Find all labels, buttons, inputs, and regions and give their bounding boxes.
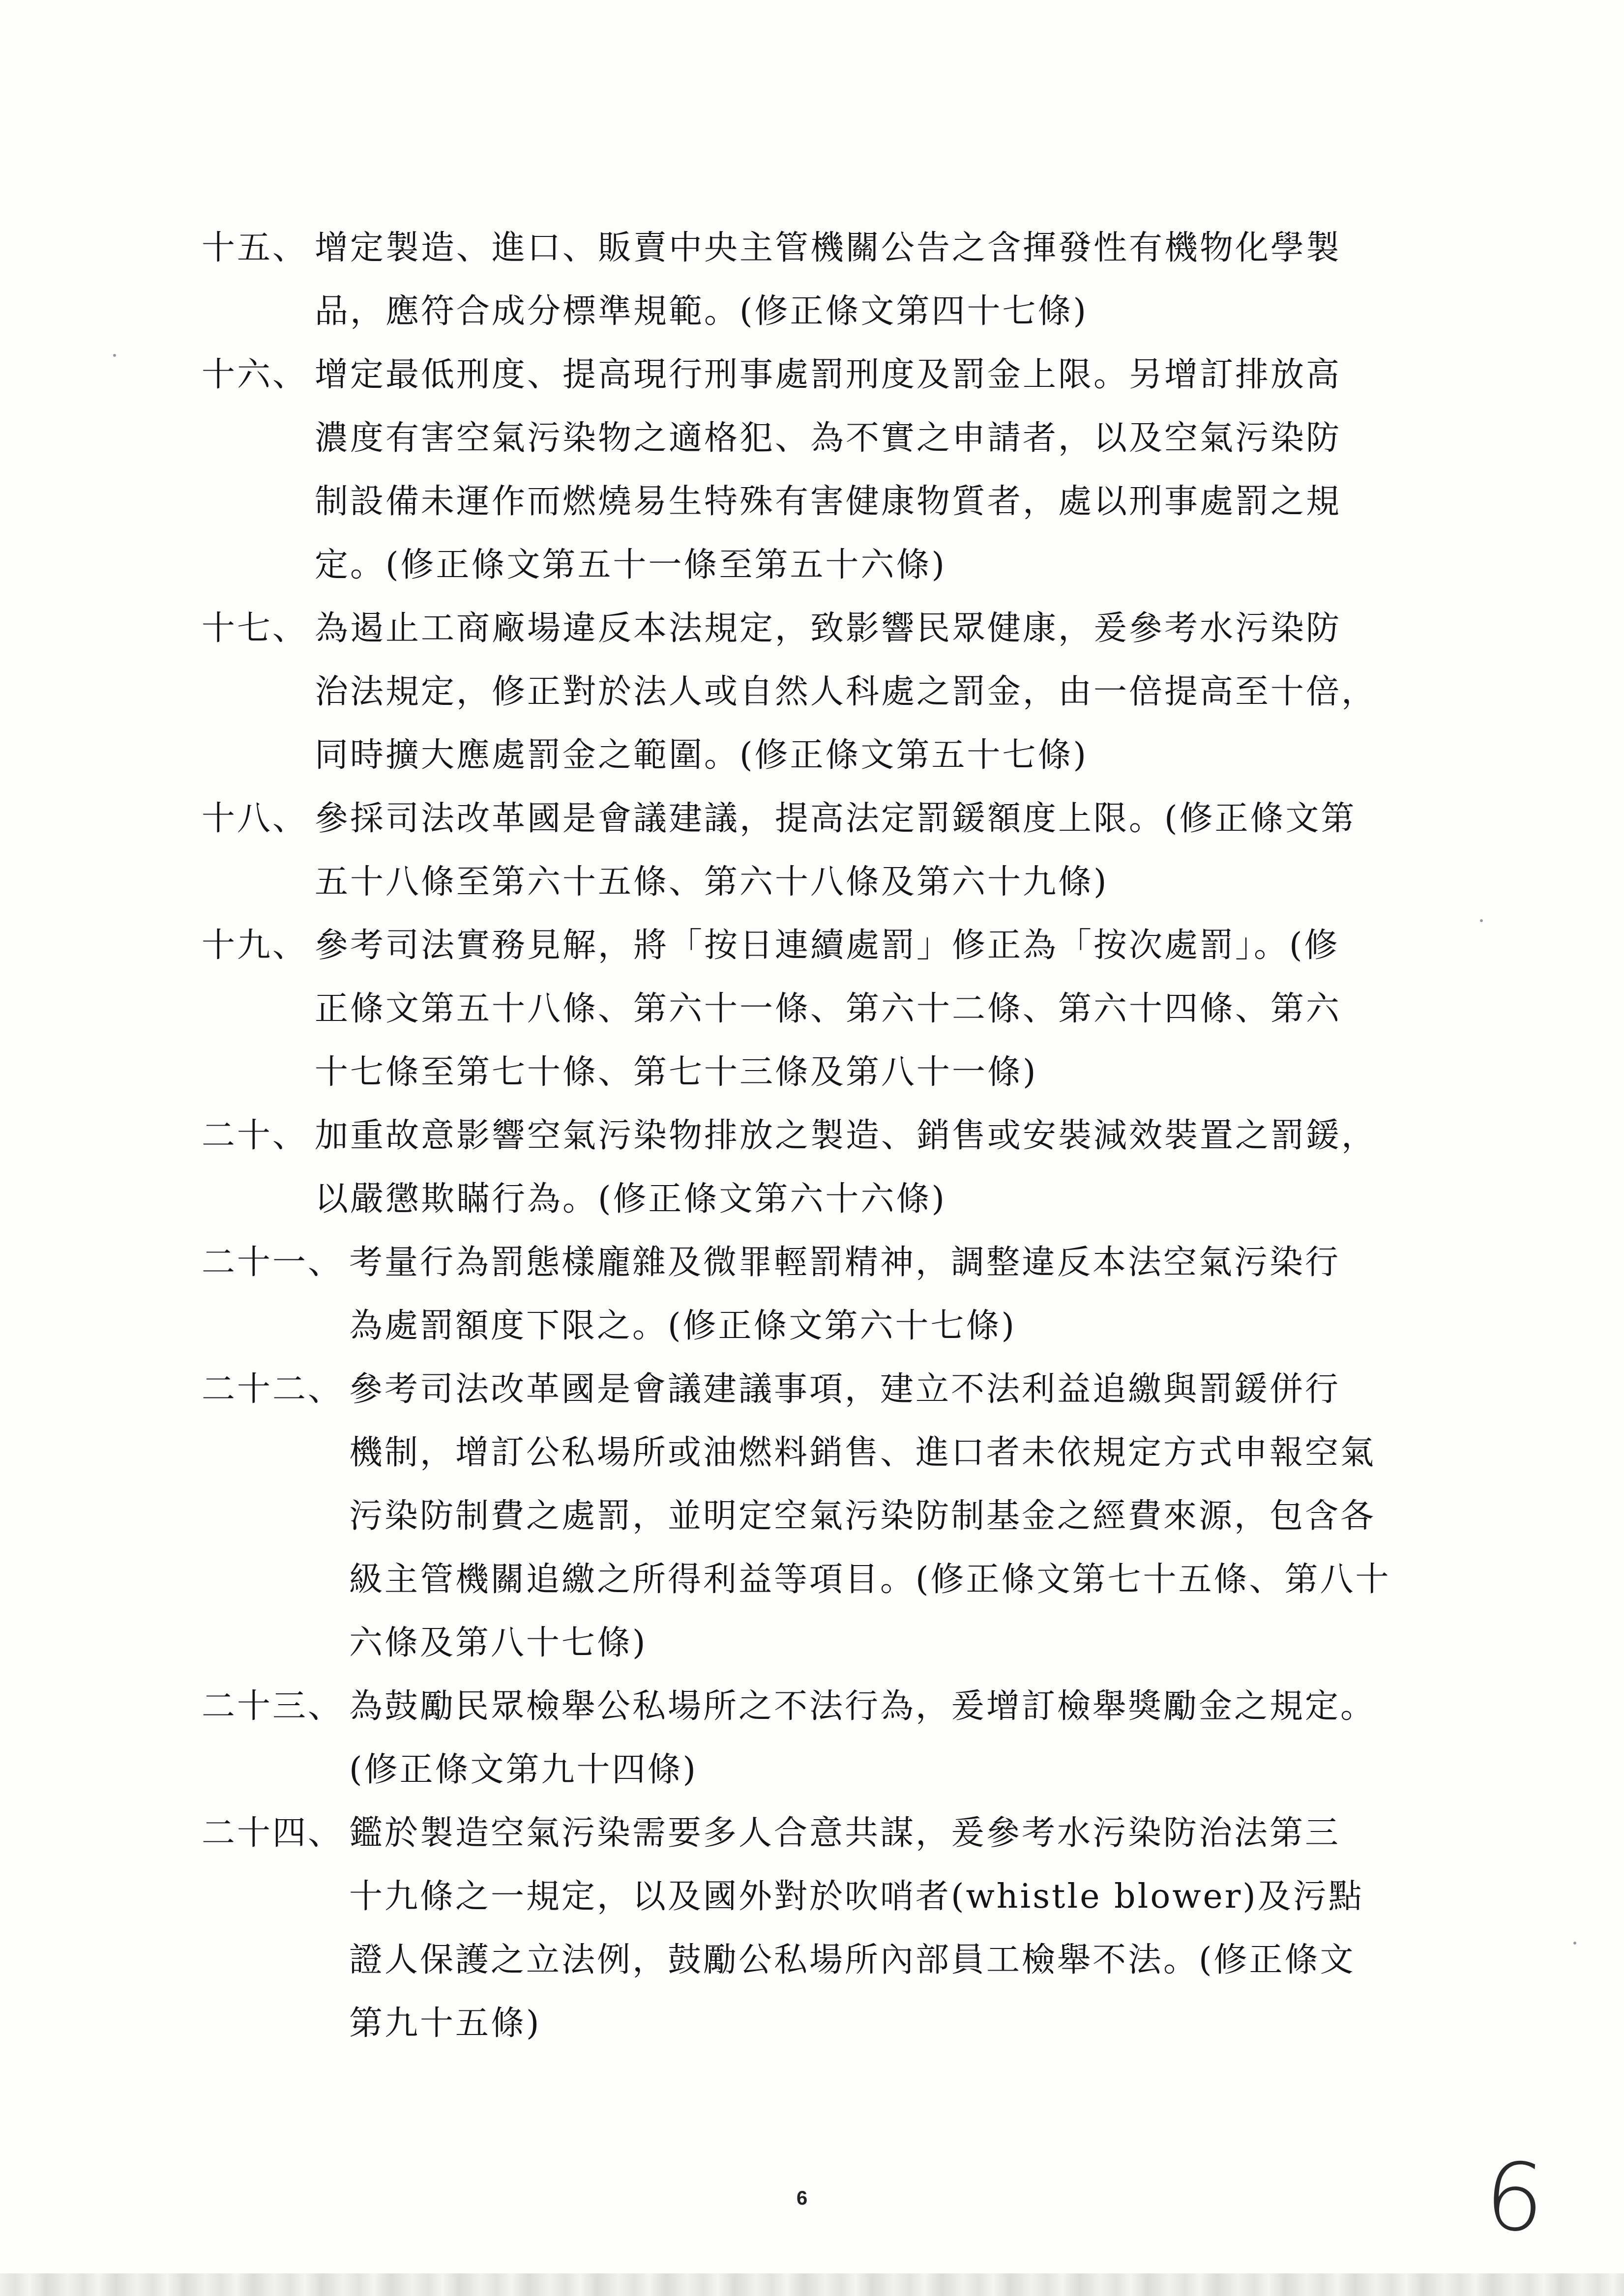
item-text-line: (修正條文第九十四條) [349, 1750, 698, 1789]
item-text-line: 為處罰額度下限之。(修正條文第六十七條) [349, 1307, 1017, 1345]
list-item [202, 1802, 1441, 2055]
item-text-line: 鑑於製造空氣污染需要多人合意共謀，爰參考水污染防治法第三 [349, 1814, 1341, 1853]
handwritten-page-number: 6 [1481, 2141, 1548, 2254]
list-item [202, 914, 1441, 1104]
item-text-line: 為遏止工商廠場違反本法規定，致影響民眾健康，爰參考水污染防 [315, 609, 1342, 648]
item-text-line: 定。(修正條文第五十一條至第五十六條) [315, 546, 947, 584]
item-text-line: 五十八條至第六十五條、第六十八條及第六十九條) [315, 863, 1109, 901]
item-text-line: 污染防制費之處罰，並明定空氣污染防制基金之經費來源，包含各 [349, 1497, 1376, 1536]
scan-edge-strip [0, 2273, 1624, 2296]
item-text-line: 參考司法改革國是會議建議事項，建立不法利益追繳與罰鍰併行 [349, 1370, 1341, 1409]
item-text-line: 加重故意影響空氣污染物排放之製造、銷售或安裝減效裝置之罰鍰， [315, 1116, 1377, 1155]
item-text-line: 制設備未運作而燃燒易生特殊有害健康物質者，處以刑事處罰之規 [315, 482, 1342, 521]
item-number: 二十、 [202, 1116, 308, 1155]
list-item [202, 343, 1441, 597]
item-text-line: 正條文第五十八條、第六十一條、第六十二條、第六十四條、第六 [315, 989, 1342, 1028]
item-number: 二十一、 [202, 1243, 344, 1282]
item-number: 十五、 [202, 229, 308, 267]
item-number: 二十二、 [202, 1370, 344, 1409]
list-item [202, 787, 1441, 914]
item-text-line: 同時擴大應處罰金之範圍。(修正條文第五十七條) [315, 736, 1089, 775]
scan-speck [1573, 1942, 1576, 1945]
list-item [202, 1231, 1441, 1358]
item-text-line: 參考司法實務見解，將「按日連續處罰」修正為「按次處罰」。(修 [315, 926, 1340, 965]
list-item [202, 1358, 1441, 1675]
item-text-line: 參採司法改革國是會議建議，提高法定罰鍰額度上限。(修正條文第 [315, 799, 1357, 838]
item-number: 十六、 [202, 355, 308, 394]
item-text-line: 治法規定，修正對於法人或自然人科處之罰金，由一倍提高至十倍， [315, 672, 1377, 711]
item-text-line: 六條及第八十七條) [349, 1624, 648, 1662]
item-text-line: 第九十五條) [349, 2004, 541, 2043]
item-number: 十九、 [202, 926, 308, 965]
item-text-line: 級主管機關追繳之所得利益等項目。(修正條文第七十五條、第八十 [349, 1560, 1391, 1599]
item-text-line: 考量行為罰態樣龐雜及微罪輕罰精神，調整違反本法空氣污染行 [349, 1243, 1341, 1282]
item-number: 十八、 [202, 799, 308, 838]
list-item [202, 1675, 1441, 1802]
scan-speck [113, 354, 116, 357]
item-number: 二十四、 [202, 1814, 344, 1853]
item-text-line: 為鼓勵民眾檢舉公私場所之不法行為，爰增訂檢舉獎勵金之規定。 [349, 1687, 1376, 1726]
item-text-line: 增定最低刑度、提高現行刑事處罰刑度及罰金上限。另增訂排放高 [315, 355, 1342, 394]
item-text-line: 以嚴懲欺瞞行為。(修正條文第六十六條) [315, 1180, 947, 1219]
item-text-line: 十九條之一規定，以及國外對於吹哨者(whistle blower)及污點 [349, 1877, 1364, 1916]
scan-speck [1480, 919, 1483, 922]
item-number: 二十三、 [202, 1687, 344, 1726]
page-number: 6 [797, 2187, 808, 2209]
item-text-line: 增定製造、進口、販賣中央主管機關公告之含揮發性有機物化學製 [315, 229, 1342, 267]
item-number: 十七、 [202, 609, 308, 648]
list-item [202, 216, 1441, 343]
list-item [202, 1104, 1441, 1231]
item-text-line: 濃度有害空氣污染物之適格犯、為不實之申請者，以及空氣污染防 [315, 419, 1342, 458]
list-item [202, 597, 1441, 787]
item-text-line: 證人保護之立法例，鼓勵公私場所內部員工檢舉不法。(修正條文 [349, 1941, 1356, 1979]
item-text-line: 機制，增訂公私場所或油燃料銷售、進口者未依規定方式申報空氣 [349, 1433, 1376, 1472]
item-text-line: 品，應符合成分標準規範。(修正條文第四十七條) [315, 292, 1089, 331]
item-text-line: 十七條至第七十條、第七十三條及第八十一條) [315, 1053, 1038, 1092]
amendment-list [202, 216, 1441, 2055]
